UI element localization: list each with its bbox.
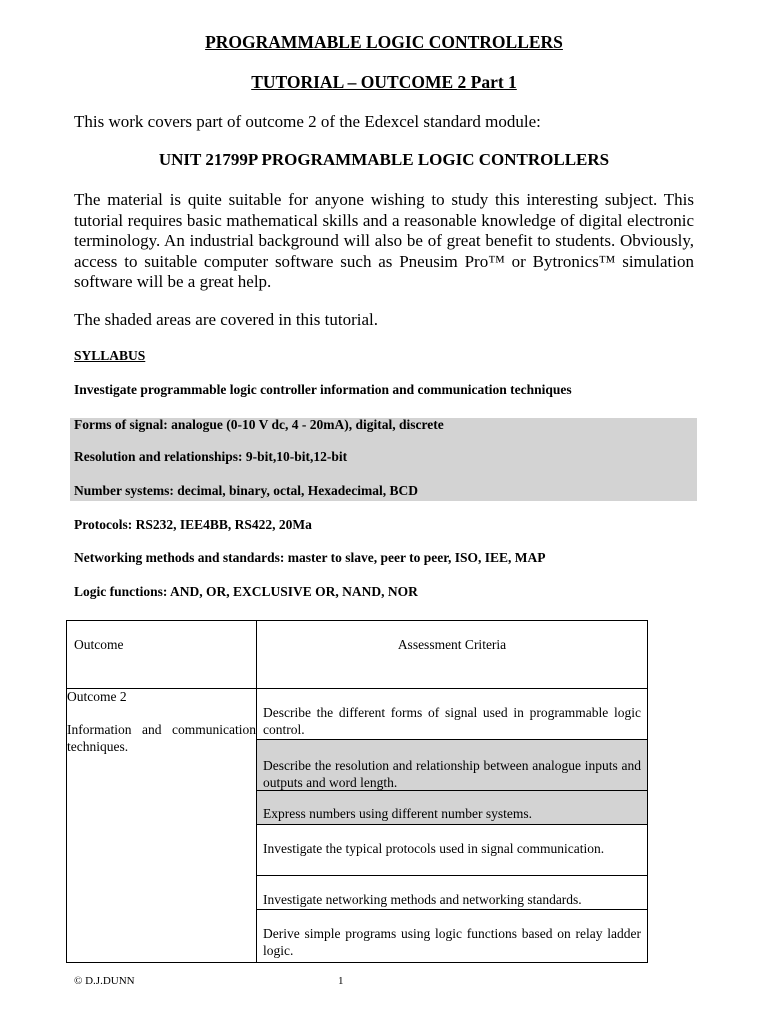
criteria-header: Assessment Criteria: [257, 621, 648, 689]
page-number: 1: [338, 975, 344, 987]
criterion: Describe the resolution and relationship between analogue inputs and outputs and word length.: [257, 740, 647, 791]
table-row: [67, 689, 648, 963]
footer-copyright: © D.J.DUNN: [74, 975, 135, 987]
criterion: Derive simple programs using logic functions based on relay ladder logic.: [263, 926, 641, 958]
criterion: Express numbers using different number systems.: [257, 791, 647, 825]
outcome-header: Outcome: [67, 621, 257, 689]
syllabus-heading: SYLLABUS: [74, 348, 146, 363]
syllabus-intro: Investigate programmable logic controller information and communication techniques: [74, 382, 572, 397]
outcome-description: Information and communication techniques.: [67, 722, 256, 754]
outcome-name: Outcome 2: [67, 689, 127, 704]
intro-text: This work covers part of outcome 2 of the Edexcel standard module:: [74, 112, 541, 131]
syllabus-item: Networking methods and standards: master to slave, peer to peer, ISO, IEE, MAP: [74, 550, 546, 565]
syllabus-item: Protocols: RS232, IEE4BB, RS422, 20Ma: [74, 517, 312, 532]
document-title: PROGRAMMABLE LOGIC CONTROLLERS: [205, 32, 563, 52]
unit-title: UNIT 21799P PROGRAMMABLE LOGIC CONTROLLERS: [158, 150, 610, 169]
syllabus-item: Forms of signal: analogue (0-10 V dc, 4 - 20mA), digital, discrete: [74, 417, 444, 432]
shaded-note: The shaded areas are covered in this tutorial.: [74, 310, 378, 329]
syllabus-item: Number systems: decimal, binary, octal, Hexadecimal, BCD: [74, 483, 418, 498]
syllabus-item: Logic functions: AND, OR, EXCLUSIVE OR, NAND, NOR: [74, 584, 418, 599]
criteria-cell: [257, 689, 648, 963]
criterion: Describe the different forms of signal used in programmable logic control.: [257, 689, 647, 740]
document-subtitle: TUTORIAL – OUTCOME 2 Part 1: [251, 72, 517, 92]
assessment-table: [66, 620, 648, 963]
syllabus-item: Resolution and relationships: 9-bit,10-bit,12-bit: [74, 449, 348, 464]
table-header-row: [67, 621, 648, 689]
outcome-cell: [67, 689, 257, 963]
criterion: Investigate networking methods and networking standards.: [257, 876, 647, 910]
description-paragraph: The material is quite suitable for anyone wishing to study this interesting subject. This tutorial requires basic mathematical skills and a reasonable knowledge of digital electronic terminology. An industrial background will also be of great benefit to students. Obviously, access to suitable computer software such as Pneusim Pro™ or Bytronics™ simulation software will be a great help.: [74, 190, 694, 291]
criterion: Investigate the typical protocols used in signal communication.: [257, 825, 647, 876]
